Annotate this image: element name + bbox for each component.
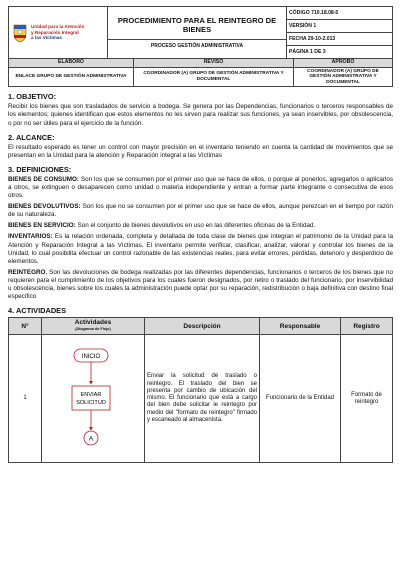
table-row <box>9 335 393 463</box>
definition-consumo <box>8 176 393 200</box>
role-header-reviso: REVISÓ <box>134 59 294 68</box>
logo-cell <box>9 7 108 59</box>
colombia-shield-icon <box>12 23 28 43</box>
col-header-descripcion: Descripción <box>145 318 260 335</box>
role-value-aprobo: COORDINADOR (A) GRUPO DE GESTIÓN ADMINISTRATIVA Y DOCUMENTAL <box>294 67 393 87</box>
logo-line-3: a las Víctimas <box>31 35 63 41</box>
col-header-actividades <box>42 318 145 335</box>
logo-line-2: y Reparación Integral <box>31 29 79 35</box>
definition-text: Son los que se consumen por el primer uso que se hace de ellos, o porque al ponerlos, agregarlos o aplicarlos a otros, se extinguen o desaparecen como unidad o materia independiente y entran a formar parte integrante o consecutiva de esos otros. <box>8 175 394 200</box>
section-alcance-title: 2. ALCANCE: <box>8 132 55 142</box>
definition-term: BIENES DEVOLUTIVOS: <box>8 203 81 211</box>
definition-text: Son los que no se consumen por el primer uso que se hace de ellos, aunque perezcan en el tiempo por razón de su naturaleza. <box>8 203 393 219</box>
definition-reintegro <box>8 269 393 301</box>
flow-start-label: INICIO <box>81 354 101 361</box>
col-header-responsable: Responsable <box>260 318 341 335</box>
definition-text: Son las devoluciones de bodega realizadas por las diferentes dependencias, funcionarios o terceros de los bienes que no requieren para el cumplimiento de los objetivos para los cuales fueron designados, por retiro o traslado del funcionario, por inservibilidad u obsolescencia, bienes sobre los cuales la administración puede optar por su reparación, redistribución o baja definitiva con destino final específico <box>8 268 393 301</box>
activity-description: Enviar la solicitud de traslado o reintegro. El traslado del bien se presenta por cambio de ubicación del mismo. El funcionario que está a cargo del bien debe solicitar le reintegro por medio del "formato de reintegro" firmado y escaneado al almacenista. <box>145 335 260 463</box>
document-page-number: PÁGINA 1 DE 3 <box>287 46 393 59</box>
activity-responsable: Funcionario de la Entidad <box>260 335 341 463</box>
section-alcance-text: El resultado esperado es tener un control con mayor precisión en el inventario teniendo en cuenta la cantidad de movimientos que se presentan en la Unidad para la atención y Reparación integral a las Víctimas <box>8 143 393 159</box>
definition-text: Son el conjunto de bienes devolutivos en uso en las diferentes oficinas de la Entidad. <box>75 222 316 230</box>
section-objetivo-title: 1. OBJETIVO: <box>8 92 57 102</box>
document-version: VERSIÓN 1 <box>287 20 393 33</box>
document-page <box>8 6 393 463</box>
flow-step-label-2: SOLICITUD <box>76 400 106 407</box>
col-header-num: N° <box>9 318 42 335</box>
flow-diagram <box>42 335 142 459</box>
title-cell <box>108 7 287 59</box>
definition-term: INVENTARIOS: <box>8 233 53 241</box>
role-value-reviso: COORDINADOR (A) GRUPO DE GESTIÓN ADMINISTRATIVA Y DOCUMENTAL <box>134 67 294 87</box>
flow-diagram-cell <box>42 335 145 463</box>
logo-line-1: Unidad para la Atención <box>31 24 85 30</box>
activity-registro: Formato de reintegro <box>341 335 393 463</box>
entity-logo <box>9 21 107 45</box>
definition-devolutivos <box>8 203 393 219</box>
flow-process-box <box>72 386 110 410</box>
activities-table <box>8 317 393 463</box>
flow-connector-label: A <box>88 435 94 443</box>
role-header-elaboro: ELABORÓ <box>9 59 134 68</box>
document-code: CÓDIGO 710.18.08-5 <box>287 7 393 20</box>
approval-table <box>8 58 393 87</box>
document-date: FECHA 29-10-2.013 <box>287 33 393 46</box>
role-value-elaboro: ENLACE GRUPO DE GESTIÓN ADMINISTRATIVA <box>9 67 134 87</box>
definition-term: BIENES DE CONSUMO: <box>8 175 80 183</box>
process-subtitle: PROCESO GESTIÓN ADMINISTRATIVA <box>108 39 286 52</box>
definition-term: REINTEGRO. <box>8 268 48 276</box>
col-header-actividades-label: Actividades <box>74 319 112 327</box>
section-actividades-title: 4. ACTIVIDADES <box>8 306 67 316</box>
definition-servicio <box>8 222 393 230</box>
document-header <box>8 6 393 59</box>
col-header-actividades-sub: (Diagrama de Flujo) <box>75 327 111 332</box>
section-objetivo-text: Recibir los bienes que son trasladados de servicio a bodega. Se genera por las Dependencias, funcionarios o terceros responsables de los elementos; quienes identifican que estos elementos no les sirven para realizar sus funciones, ya sean inservibles, por obsolescencia, o por no ser útiles para el ejercicio de la función. <box>8 103 393 127</box>
document-title: PROCEDIMIENTO PARA EL REINTEGRO DE BIENES <box>117 15 277 34</box>
role-header-aprobo: APROBÓ <box>294 59 393 68</box>
definition-term: BIENES EN SERVICIO: <box>8 222 76 230</box>
definition-text: Es la relación ordenada, completa y detallada de toda clase de bienes que integran el patrimonio de la Unidad para la Atención y Reparación Integral a las Víctimas. El inventario permite verificar, clasificar, analizar, valorar y controlar los bienes de la Unidad, lo cual posibilita efectuar un control razonable de las existencias reales, para evitar errores, pérdidas, deterioro y desperdicio de elementos. <box>8 233 393 265</box>
definition-inventarios <box>8 233 393 265</box>
activity-number: 1 <box>9 335 42 463</box>
section-definiciones-title: 3. DEFINICIONES: <box>8 164 72 174</box>
col-header-registro: Registro <box>341 318 393 335</box>
flow-step-label-1: ENVIAR <box>80 392 102 399</box>
